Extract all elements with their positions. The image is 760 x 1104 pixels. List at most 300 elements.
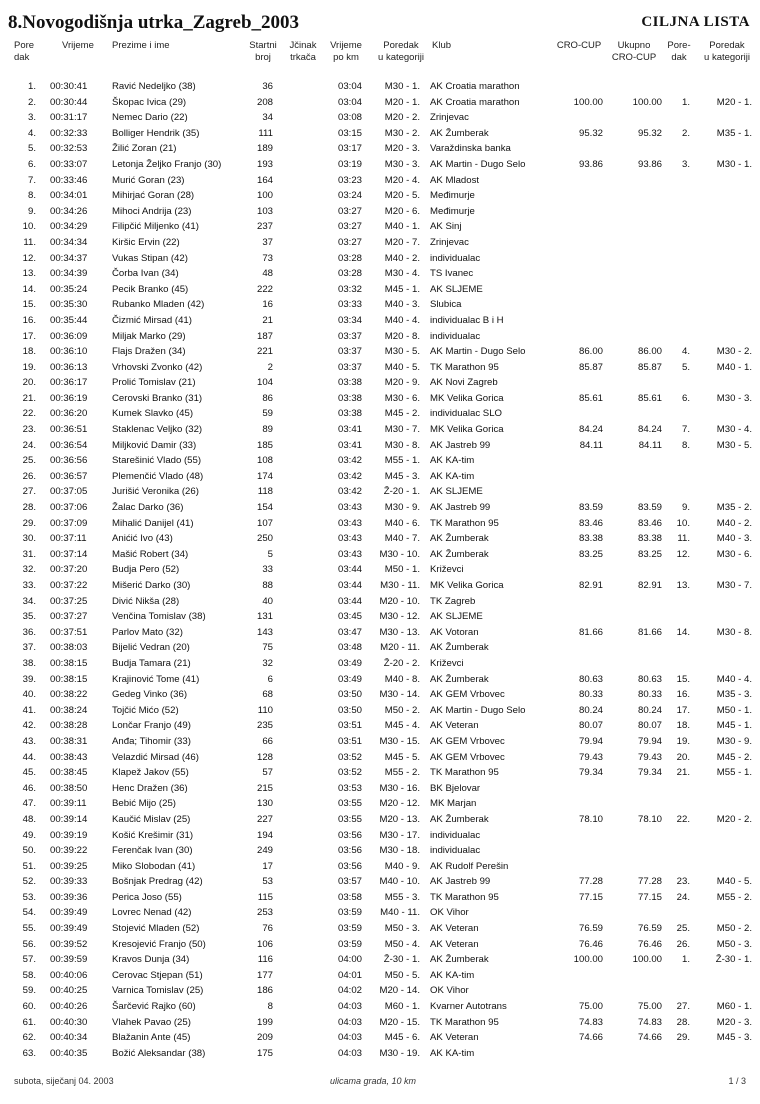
col-header-tracks: Jčinak trkača <box>289 40 317 63</box>
col-header-time: Vrijeme <box>62 40 94 51</box>
club-cell: AK Croatia marathon <box>430 81 520 92</box>
col-header-cup: CRO-CUP <box>556 40 602 51</box>
category-place-cell: Ž-20 - 1. <box>383 486 420 498</box>
time-cell: 00:32:53 <box>50 143 88 155</box>
pace-cell: 03:59 <box>337 907 362 919</box>
cup-place-cell: 23. <box>676 876 690 888</box>
table-row <box>0 219 760 235</box>
name-cell: Kaučić Mislav (25) <box>112 813 191 825</box>
cup-place-cell: 6. <box>681 392 690 404</box>
table-row <box>0 1030 760 1046</box>
pace-cell: 03:59 <box>337 923 362 935</box>
bib-cell: 48 <box>262 268 273 280</box>
bib-cell: 37 <box>262 236 273 248</box>
name-cell: Žalac Darko (36) <box>112 502 184 514</box>
club-cell: individualac <box>430 330 481 342</box>
cup-place-cell: 7. <box>681 424 690 436</box>
category-place-cell: M20 - 3. <box>384 143 420 155</box>
table-row <box>0 110 760 126</box>
cup-place-cell: 29. <box>676 1032 690 1044</box>
rank-cell: 54. <box>22 907 36 919</box>
cup-category-cell: M30 - 6. <box>716 548 752 560</box>
time-cell: 00:38:15 <box>50 657 88 669</box>
category-place-cell: M30 - 15. <box>379 735 420 747</box>
category-place-cell: M20 - 4. <box>384 174 420 186</box>
cup-place-cell: 8. <box>681 439 690 451</box>
table-row <box>0 516 760 532</box>
bib-cell: 189 <box>256 143 273 155</box>
rank-cell: 38. <box>22 657 36 669</box>
bib-cell: 104 <box>256 377 273 389</box>
time-cell: 00:30:41 <box>50 81 88 92</box>
col-header-total: Ukupno CRO-CUP <box>611 40 657 63</box>
rank-cell: 41. <box>22 704 36 716</box>
page-title: 8.Novogodišnja utrka_Zagreb_2003 <box>8 12 300 33</box>
bib-cell: 118 <box>257 486 273 498</box>
cro-cup-cell: 79.94 <box>578 735 603 747</box>
table-row <box>0 890 760 906</box>
name-cell: Blažanin Ante (45) <box>112 1032 191 1044</box>
name-cell: Filipčić Miljenko (41) <box>112 221 199 233</box>
category-place-cell: M55 - 2. <box>384 767 420 779</box>
cup-place-cell: 18. <box>676 720 690 732</box>
cro-cup-total-cell: 76.59 <box>637 923 662 935</box>
category-place-cell: M20 - 12. <box>379 798 420 810</box>
table-row <box>0 952 760 968</box>
rank-cell: 51. <box>22 860 36 872</box>
name-cell: Lončar Franjo (49) <box>112 720 191 732</box>
cro-cup-total-cell: 84.24 <box>637 424 662 436</box>
pace-cell: 03:56 <box>337 845 362 857</box>
name-cell: Bolliger Hendrik (35) <box>112 127 200 139</box>
rank-cell: 40. <box>22 689 36 701</box>
name-cell: Lovrec Nenad (42) <box>112 907 192 919</box>
pace-cell: 03:08 <box>337 112 362 124</box>
time-cell: 00:39:33 <box>50 876 88 888</box>
time-cell: 00:39:36 <box>50 891 88 903</box>
bib-cell: 6 <box>267 673 273 685</box>
club-cell: Križevci <box>430 564 464 576</box>
rank-cell: 49. <box>22 829 36 841</box>
cup-place-cell: 20. <box>676 751 690 763</box>
cup-place-cell: 24. <box>676 891 690 903</box>
rank-cell: 17. <box>22 330 36 342</box>
category-place-cell: M20 - 2. <box>384 112 420 124</box>
bib-cell: 227 <box>256 813 273 825</box>
pace-cell: 03:44 <box>337 595 362 607</box>
cro-cup-cell: 82.91 <box>578 580 603 591</box>
category-place-cell: M60 - 1. <box>384 1001 420 1013</box>
bib-cell: 89 <box>262 424 273 436</box>
category-place-cell: M30 - 14. <box>379 689 420 701</box>
cro-cup-cell: 100.00 <box>573 96 603 108</box>
name-cell: Škopac Ivica (29) <box>112 96 187 108</box>
time-cell: 00:30:44 <box>50 96 88 108</box>
rank-cell: 10. <box>22 221 36 233</box>
name-cell: Mihoci Andrija (23) <box>112 205 192 217</box>
table-row <box>0 828 760 844</box>
time-cell: 00:39:59 <box>50 954 88 966</box>
bib-cell: 128 <box>256 751 273 763</box>
cro-cup-cell: 81.66 <box>578 626 603 638</box>
table-row <box>0 126 760 142</box>
table-row <box>0 422 760 438</box>
cro-cup-total-cell: 85.87 <box>637 361 662 373</box>
rank-cell: 2. <box>27 96 36 108</box>
cup-place-cell: 2. <box>681 127 690 139</box>
rank-cell: 52. <box>22 876 36 888</box>
cro-cup-total-cell: 82.91 <box>637 580 662 591</box>
club-cell: individualac <box>430 252 481 264</box>
club-cell: AK Žumberak <box>430 813 489 825</box>
pace-cell: 03:28 <box>337 252 362 264</box>
cup-place-cell: 12. <box>676 548 690 560</box>
name-cell: Miljak Marko (29) <box>112 330 186 342</box>
time-cell: 00:36:51 <box>50 424 88 436</box>
pace-cell: 03:55 <box>337 813 362 825</box>
name-cell: Čorba Ivan (34) <box>112 268 179 280</box>
category-place-cell: M30 - 17. <box>379 829 420 841</box>
club-cell: TS Ivanec <box>430 268 474 280</box>
cro-cup-cell: 95.32 <box>578 127 603 139</box>
cro-cup-total-cell: 83.38 <box>637 533 662 545</box>
club-cell: MK Marjan <box>430 798 477 810</box>
name-cell: Ravić Nedeljko (38) <box>112 81 196 92</box>
pace-cell: 03:38 <box>337 377 362 389</box>
name-cell: Vrhovski Zvonko (42) <box>112 361 203 373</box>
category-place-cell: M40 - 1. <box>384 221 420 233</box>
cup-category-cell: M40 - 4. <box>716 673 752 685</box>
table-row <box>0 765 760 781</box>
time-cell: 00:33:46 <box>50 174 88 186</box>
name-cell: Krajinović Tome (41) <box>112 673 200 685</box>
table-row <box>0 594 760 610</box>
club-cell: Zrinjevac <box>430 236 469 248</box>
category-place-cell: M20 - 6. <box>384 205 420 217</box>
table-row <box>0 625 760 641</box>
rank-cell: 44. <box>22 751 36 763</box>
col-header-pace: Vrijeme po km <box>330 40 362 63</box>
name-cell: Nemec Dario (22) <box>112 112 188 124</box>
club-cell: Međimurje <box>430 205 475 217</box>
time-cell: 00:39:25 <box>50 860 88 872</box>
cup-category-cell: M30 - 9. <box>716 735 752 747</box>
cup-place-cell: 26. <box>676 938 690 950</box>
cup-category-cell: M40 - 3. <box>716 533 752 545</box>
bib-cell: 53 <box>262 876 273 888</box>
pace-cell: 03:44 <box>337 564 362 576</box>
category-place-cell: Ž-30 - 1. <box>383 954 420 966</box>
club-cell: AK GEM Vrbovec <box>430 735 505 747</box>
bib-cell: 199 <box>256 1016 273 1028</box>
cup-category-cell: M20 - 3. <box>716 1016 752 1028</box>
table-row <box>0 406 760 422</box>
rank-cell: 34. <box>22 595 36 607</box>
pace-cell: 03:37 <box>337 361 362 373</box>
rank-cell: 5. <box>27 143 36 155</box>
pace-cell: 03:42 <box>337 486 362 498</box>
table-row <box>0 313 760 329</box>
cup-category-cell: M35 - 2. <box>716 502 752 514</box>
cup-category-cell: M40 - 5. <box>716 876 752 888</box>
cup-category-cell: M30 - 2. <box>716 346 752 358</box>
bib-cell: 34 <box>262 112 273 124</box>
rank-cell: 24. <box>22 439 36 451</box>
cup-category-cell: M30 - 8. <box>716 626 752 638</box>
pace-cell: 03:53 <box>337 782 362 794</box>
pace-cell: 03:59 <box>337 938 362 950</box>
cup-place-cell: 10. <box>676 517 690 529</box>
club-cell: AK Veteran <box>430 1032 479 1044</box>
time-cell: 00:39:19 <box>50 829 88 841</box>
bib-cell: 88 <box>262 580 273 591</box>
bib-cell: 2 <box>267 361 273 373</box>
rank-cell: 45. <box>22 767 36 779</box>
table-row <box>0 812 760 828</box>
cro-cup-cell: 77.28 <box>578 876 603 888</box>
cro-cup-total-cell: 76.46 <box>637 938 662 950</box>
category-place-cell: M50 - 1. <box>384 564 420 576</box>
pace-cell: 03:28 <box>337 268 362 280</box>
bib-cell: 175 <box>256 1047 273 1059</box>
pace-cell: 03:04 <box>337 81 362 92</box>
club-cell: AK Veteran <box>430 938 479 950</box>
cro-cup-cell: 84.11 <box>579 439 603 451</box>
cup-category-cell: M60 - 1. <box>716 1001 752 1013</box>
club-cell: AK Sinj <box>430 221 462 233</box>
name-cell: Staklenac Veljko (32) <box>112 424 203 436</box>
name-cell: Anđa; Tihomir (33) <box>112 735 191 747</box>
club-cell: AK Žumberak <box>430 642 489 654</box>
pace-cell: 04:02 <box>337 985 362 997</box>
club-cell: AK Jastreb 99 <box>430 876 491 888</box>
bib-cell: 36 <box>262 81 273 92</box>
rank-cell: 48. <box>22 813 36 825</box>
pace-cell: 03:43 <box>337 533 362 545</box>
club-cell: AK Žumberak <box>430 533 489 545</box>
rank-cell: 18. <box>22 346 36 358</box>
time-cell: 00:34:26 <box>50 205 88 217</box>
cro-cup-cell: 83.59 <box>578 502 603 514</box>
bib-cell: 253 <box>256 907 273 919</box>
table-row <box>0 375 760 391</box>
cro-cup-total-cell: 80.24 <box>637 704 662 716</box>
name-cell: Mihalić Danijel (41) <box>112 517 194 529</box>
pace-cell: 03:24 <box>337 190 362 202</box>
cup-place-cell: 13. <box>676 580 690 591</box>
club-cell: individualac <box>430 829 481 841</box>
cro-cup-total-cell: 100.00 <box>632 96 662 108</box>
pace-cell: 03:27 <box>337 205 362 217</box>
bib-cell: 235 <box>256 720 273 732</box>
table-row <box>0 282 760 298</box>
table-row <box>0 484 760 500</box>
name-cell: Žilić Zoran (21) <box>112 143 177 155</box>
time-cell: 00:37:25 <box>50 595 88 607</box>
cro-cup-total-cell: 79.94 <box>637 735 662 747</box>
table-row <box>0 859 760 875</box>
club-cell: AK Jastreb 99 <box>430 439 491 451</box>
time-cell: 00:37:51 <box>50 626 88 638</box>
time-cell: 00:40:25 <box>50 985 88 997</box>
pace-cell: 03:56 <box>337 860 362 872</box>
club-cell: AK Novi Zagreb <box>430 377 498 389</box>
cup-category-cell: M35 - 1. <box>716 127 752 139</box>
name-cell: Cerovac Stjepan (51) <box>112 969 203 981</box>
rank-cell: 46. <box>22 782 36 794</box>
cro-cup-total-cell: 80.63 <box>637 673 662 685</box>
name-cell: Divić Nikša (28) <box>112 595 180 607</box>
time-cell: 00:38:45 <box>50 767 88 779</box>
time-cell: 00:36:10 <box>50 346 88 358</box>
time-cell: 00:38:31 <box>50 735 88 747</box>
cro-cup-total-cell: 83.46 <box>637 517 662 529</box>
club-cell: MK Velika Gorica <box>430 424 504 436</box>
table-row <box>0 157 760 173</box>
cro-cup-total-cell: 81.66 <box>637 626 662 638</box>
club-cell: MK Velika Gorica <box>430 580 504 591</box>
name-cell: Starešinić Vlado (55) <box>112 455 202 467</box>
name-cell: Vukas Stipan (42) <box>112 252 188 264</box>
time-cell: 00:37:11 <box>50 533 87 545</box>
pace-cell: 03:48 <box>337 642 362 654</box>
club-cell: TK Marathon 95 <box>430 1016 499 1028</box>
cro-cup-total-cell: 74.83 <box>637 1016 662 1028</box>
club-cell: AK Veteran <box>430 923 479 935</box>
table-row <box>0 297 760 313</box>
bib-cell: 66 <box>262 735 273 747</box>
name-cell: Rubanko Mladen (42) <box>112 299 205 311</box>
cup-category-cell: M30 - 3. <box>716 392 752 404</box>
bib-cell: 154 <box>256 502 273 514</box>
club-cell: AK Croatia marathon <box>430 96 520 108</box>
bib-cell: 40 <box>262 595 273 607</box>
pace-cell: 03:04 <box>337 96 362 108</box>
club-cell: AK Žumberak <box>430 673 489 685</box>
bib-cell: 116 <box>257 954 273 966</box>
rank-cell: 61. <box>22 1016 36 1028</box>
pace-cell: 03:38 <box>337 408 362 420</box>
table-row <box>0 1046 760 1062</box>
club-cell: AK Martin - Dugo Selo <box>430 704 526 716</box>
name-cell: Vlahek Pavao (25) <box>112 1016 191 1028</box>
rank-cell: 32. <box>22 564 36 576</box>
pace-cell: 03:42 <box>337 455 362 467</box>
cro-cup-cell: 80.24 <box>578 704 603 716</box>
name-cell: Kravos Dunja (34) <box>112 954 190 966</box>
cup-category-cell: M30 - 5. <box>716 439 752 451</box>
table-row <box>0 188 760 204</box>
cro-cup-total-cell: 75.00 <box>637 1001 662 1013</box>
bib-cell: 100 <box>256 190 273 202</box>
cup-category-cell: M50 - 3. <box>716 938 752 950</box>
name-cell: Prolić Tomislav (21) <box>112 377 196 389</box>
pace-cell: 03:45 <box>337 611 362 623</box>
rank-cell: 59. <box>22 985 36 997</box>
table-row <box>0 531 760 547</box>
cro-cup-cell: 77.15 <box>578 891 603 903</box>
pace-cell: 03:52 <box>337 751 362 763</box>
pace-cell: 03:27 <box>337 236 362 248</box>
category-place-cell: M30 - 6. <box>384 392 420 404</box>
cro-cup-total-cell: 80.07 <box>637 720 662 732</box>
category-place-cell: M20 - 14. <box>379 985 420 997</box>
cup-category-cell: M50 - 1. <box>716 704 752 716</box>
name-cell: Čizmić Mirsad (41) <box>112 314 192 326</box>
bib-cell: 8 <box>267 1001 273 1013</box>
cro-cup-cell: 75.00 <box>578 1001 603 1013</box>
time-cell: 00:40:35 <box>50 1047 88 1059</box>
time-cell: 00:39:52 <box>50 938 88 950</box>
club-cell: individualac SLO <box>430 408 502 420</box>
bib-cell: 76 <box>262 923 273 935</box>
time-cell: 00:35:44 <box>50 314 88 326</box>
name-cell: Klapež Jakov (55) <box>112 767 189 779</box>
category-place-cell: M40 - 5. <box>384 361 420 373</box>
table-row <box>0 983 760 999</box>
time-cell: 00:38:43 <box>50 751 88 763</box>
time-cell: 00:40:34 <box>50 1032 88 1044</box>
club-cell: AK Žumberak <box>430 548 489 560</box>
rank-cell: 26. <box>22 470 36 482</box>
club-cell: BK Bjelovar <box>430 782 481 794</box>
table-row <box>0 469 760 485</box>
cro-cup-cell: 83.25 <box>578 548 603 560</box>
club-cell: TK Marathon 95 <box>430 361 499 373</box>
category-place-cell: M50 - 2. <box>384 704 420 716</box>
time-cell: 00:37:22 <box>50 580 88 591</box>
club-cell: AK KA-tim <box>430 470 475 482</box>
pace-cell: 03:43 <box>337 502 362 514</box>
category-place-cell: M20 - 5. <box>384 190 420 202</box>
table-row <box>0 687 760 703</box>
category-place-cell: M20 - 11. <box>380 642 420 654</box>
time-cell: 00:40:06 <box>50 969 88 981</box>
cup-category-cell: Ž-30 - 1. <box>715 954 752 966</box>
club-cell: AK SLJEME <box>430 283 483 295</box>
rank-cell: 35. <box>22 611 36 623</box>
time-cell: 00:37:27 <box>50 611 88 623</box>
pace-cell: 03:51 <box>337 735 362 747</box>
category-place-cell: M20 - 1. <box>384 96 420 108</box>
cup-place-cell: 5. <box>681 361 690 373</box>
bib-cell: 194 <box>256 829 273 841</box>
rank-cell: 1. <box>27 81 36 92</box>
rank-cell: 53. <box>22 891 36 903</box>
name-cell: Pecik Branko (45) <box>112 283 189 295</box>
table-row <box>0 79 760 95</box>
table-row <box>0 968 760 984</box>
name-cell: Kresojević Franjo (50) <box>112 938 206 950</box>
category-place-cell: M20 - 9. <box>384 377 420 389</box>
table-row <box>0 173 760 189</box>
table-row <box>0 95 760 111</box>
time-cell: 00:36:13 <box>50 361 88 373</box>
bib-cell: 33 <box>262 564 273 576</box>
bib-cell: 107 <box>256 517 273 529</box>
table-row <box>0 438 760 454</box>
time-cell: 00:34:39 <box>50 268 88 280</box>
name-cell: Perica Joso (55) <box>112 891 182 903</box>
category-place-cell: M20 - 13. <box>379 813 420 825</box>
pace-cell: 03:49 <box>337 657 362 669</box>
time-cell: 00:38:28 <box>50 720 88 732</box>
table-row <box>0 609 760 625</box>
cro-cup-total-cell: 80.33 <box>637 689 662 701</box>
cup-category-cell: M30 - 4. <box>716 424 752 436</box>
time-cell: 00:38:50 <box>50 782 88 794</box>
table-row <box>0 843 760 859</box>
